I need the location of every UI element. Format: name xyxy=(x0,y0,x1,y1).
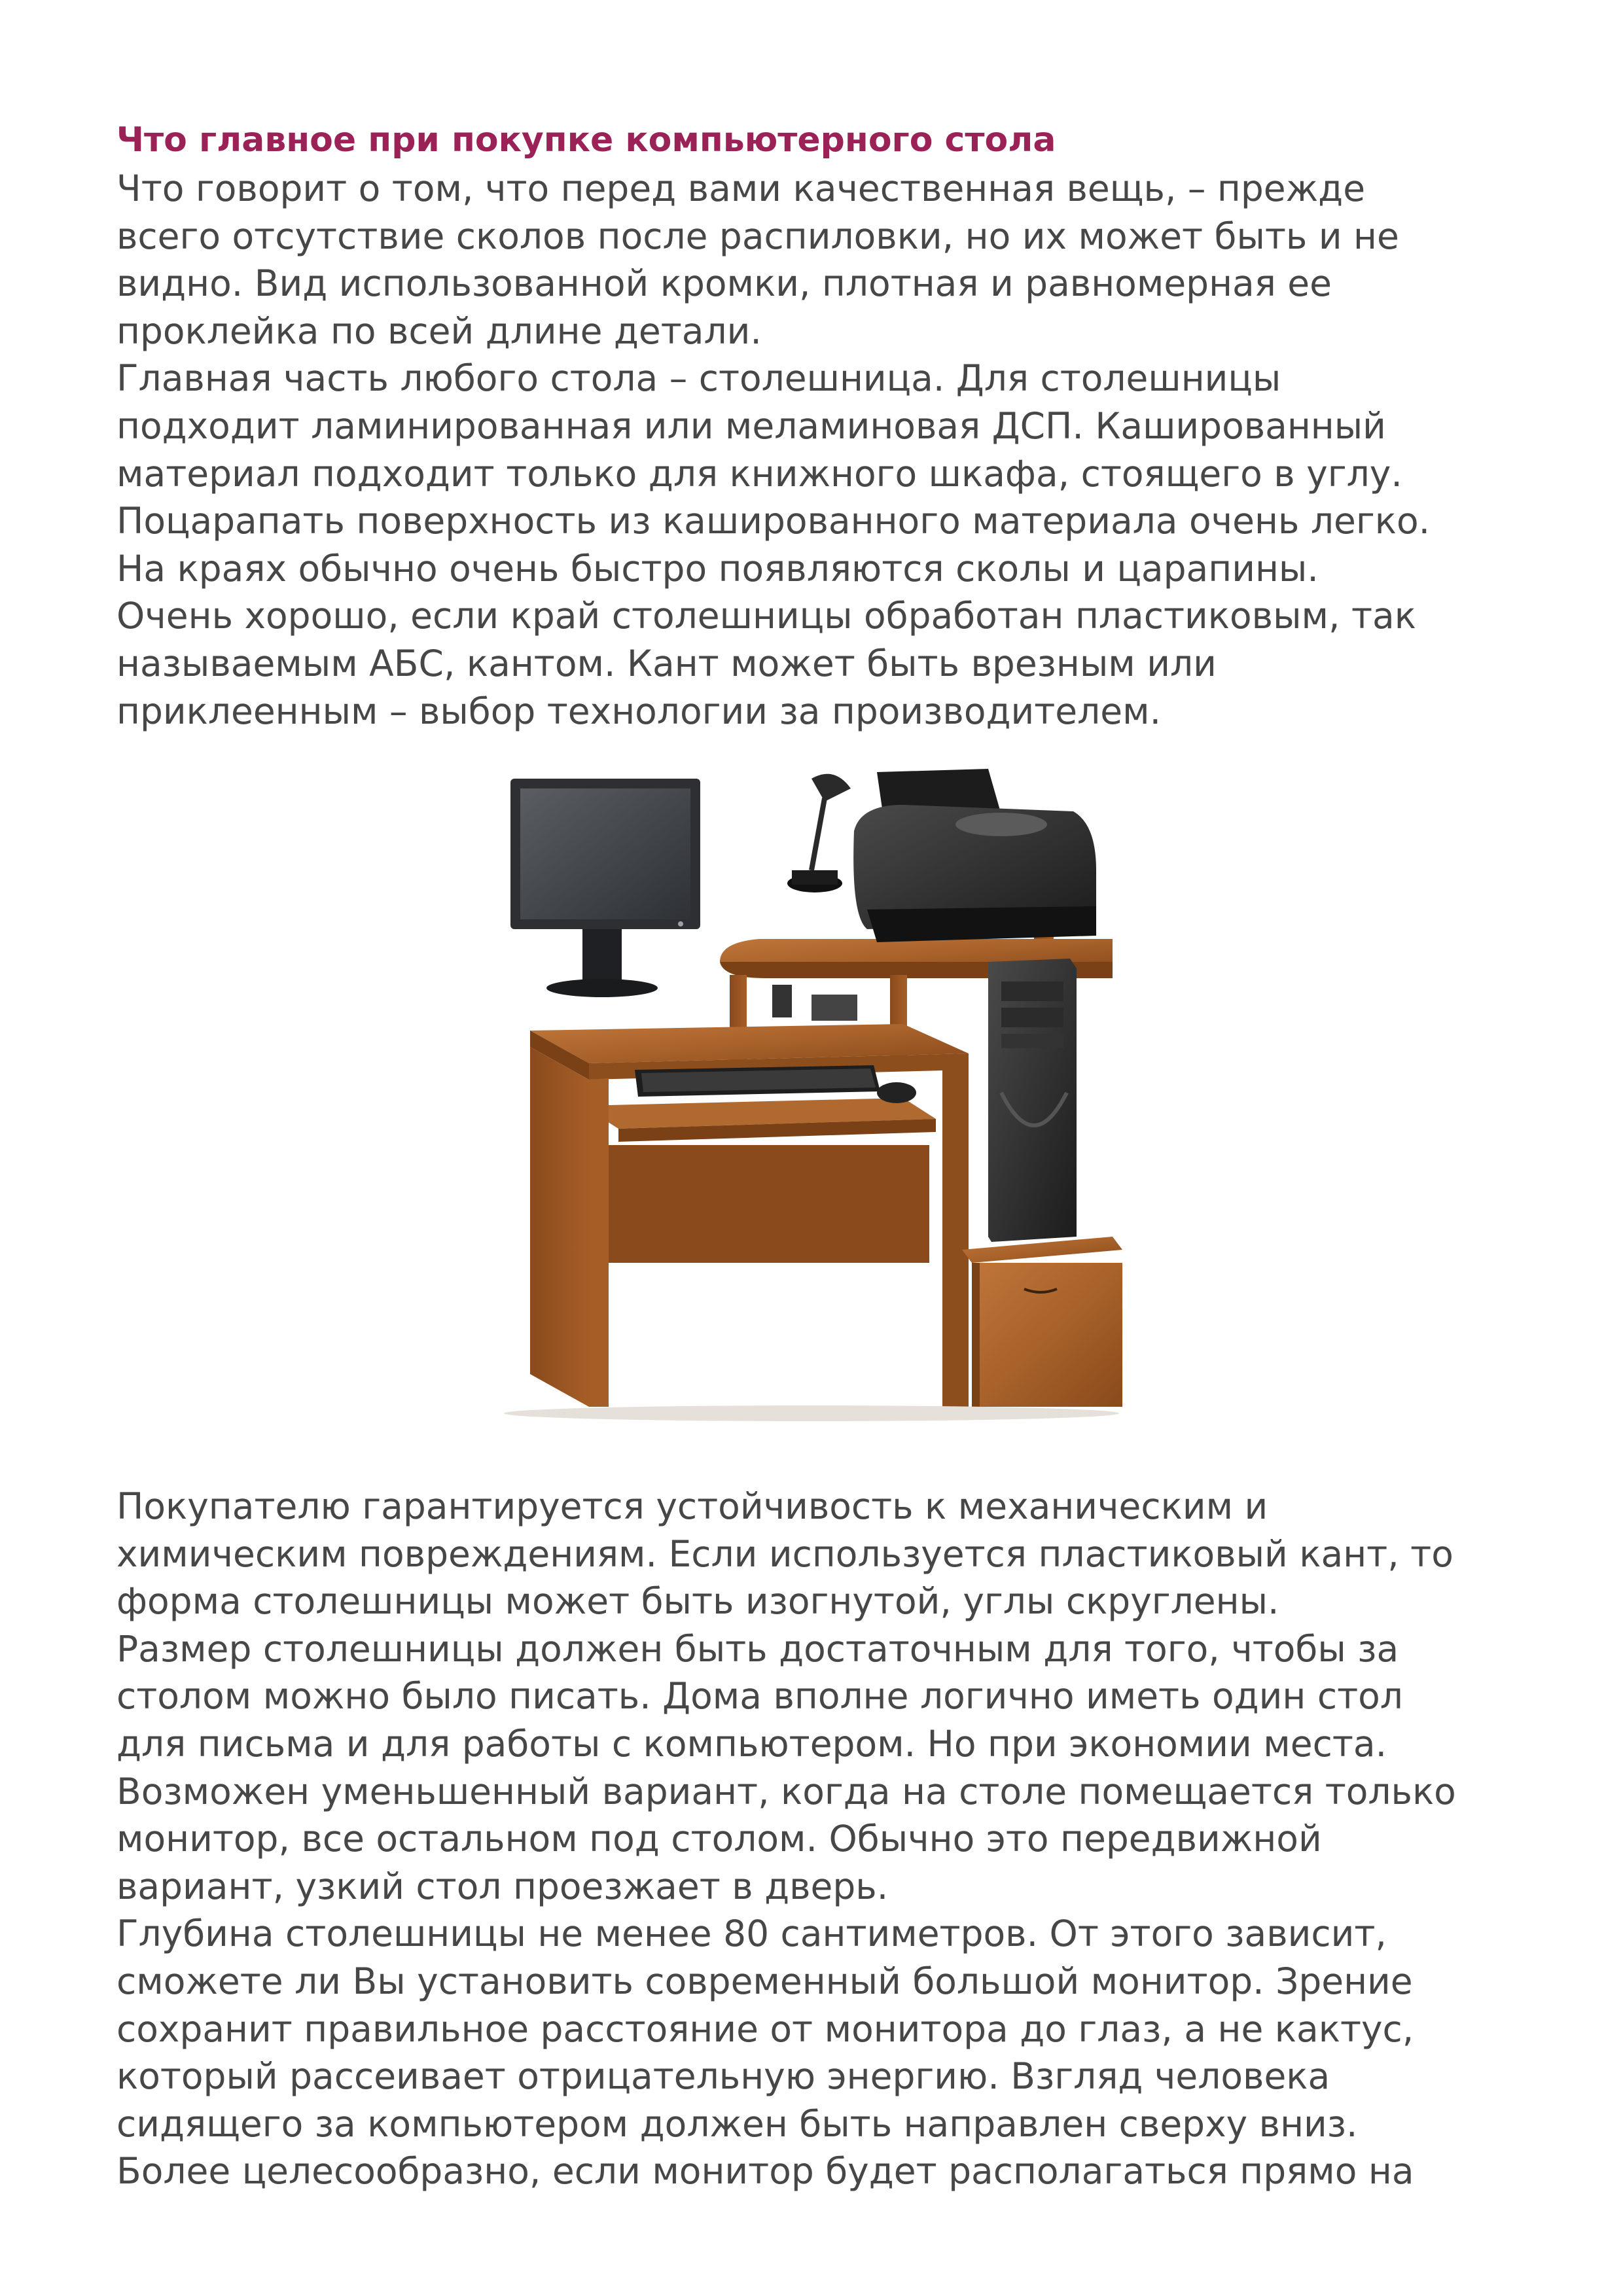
text-line: проклейка по всей длине детали. xyxy=(116,309,762,352)
text-line: Главная часть любого стола – столешница. Для столешницы xyxy=(116,357,1281,400)
mouse xyxy=(877,1082,916,1103)
text-line: всего отсутствие сколов после распиловки, но их может быть и не xyxy=(116,215,1399,257)
text-line: сидящего за компьютером должен быть направлен сверху вниз. xyxy=(116,2102,1358,2145)
text-line: сохранит правильное расстояние от монитора до глаз, а не кактус, xyxy=(116,2007,1414,2050)
text-line: Поцарапать поверхность из кашированного материала очень легко. xyxy=(116,500,1431,542)
desk-accessories xyxy=(772,985,857,1021)
text-line: Возможен уменьшенный вариант, когда на столе помещается только xyxy=(116,1770,1456,1812)
pc-tower xyxy=(988,959,1077,1242)
text-line: для письма и для работы с компьютером. Но при экономии места. xyxy=(116,1722,1387,1765)
text-line: материал подходит только для книжного шкафа, стоящего в углу. xyxy=(116,452,1402,495)
computer-desk-illustration xyxy=(484,752,1139,1479)
text-line: видно. Вид использованной кромки, плотная и равномерная ее xyxy=(116,262,1332,305)
desk-lamp xyxy=(787,774,851,892)
text-line: Более целесообразно, если монитор будет располагаться прямо на xyxy=(116,2150,1414,2193)
keyboard xyxy=(635,1065,880,1097)
text-line: Размер столешницы должен быть достаточным для того, чтобы за xyxy=(116,1627,1399,1670)
desk-drawing xyxy=(484,752,1139,1479)
section-heading: Что главное при покупке компьютерного стола xyxy=(116,120,1056,160)
text-line: столом можно было писать. Дома вполне логично иметь один стол xyxy=(116,1675,1403,1718)
text-line: Покупателю гарантируется устойчивость к механическим и xyxy=(116,1485,1268,1527)
printer xyxy=(853,769,1096,942)
text-line: называемым АБС, кантом. Кант может быть врезным или xyxy=(116,642,1217,684)
text-line: приклеенным – выбор технологии за производителем. xyxy=(116,690,1162,732)
monitor xyxy=(510,779,700,997)
text-line: форма столешницы может быть изогнутой, углы скруглены. xyxy=(116,1580,1279,1623)
paragraph-top xyxy=(116,165,1430,735)
text-line: вариант, узкий стол проезжает в дверь. xyxy=(116,1865,889,1907)
text-line: подходит ламинированная или меламиновая ДСП. Кашированный xyxy=(116,404,1386,447)
text-line: химическим повреждениям. Если используется пластиковый кант, то xyxy=(116,1532,1454,1575)
text-line: Очень хорошо, если край столешницы обработан пластиковым, так xyxy=(116,595,1416,637)
paragraph-bottom xyxy=(116,1483,1456,2195)
text-line: На краях обычно очень быстро появляются сколы и царапины. xyxy=(116,547,1319,590)
text-line: Глубина столешницы не менее 80 сантиметров. От этого зависит, xyxy=(116,1913,1387,1955)
text-line: который рассеивает отрицательную энергию. Взгляд человека xyxy=(116,2055,1330,2098)
text-line: Что говорит о том, что перед вами качественная вещь, – прежде xyxy=(116,168,1366,209)
text-line: сможете ли Вы установить современный большой монитор. Зрение xyxy=(116,1960,1413,2002)
text-line: монитор, все остальном под столом. Обычно это передвижной xyxy=(116,1818,1322,1860)
